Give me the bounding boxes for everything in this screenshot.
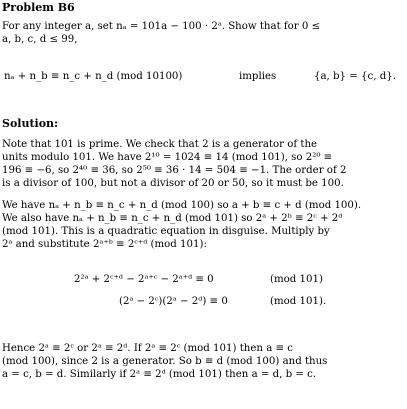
solution-text-line: is a divisor of 100, but not a divisor of 20 or 50, so it must be 100.: [2, 178, 344, 189]
problem-statement-line: For any integer a, set nₐ = 101a − 100 · 2ᵃ. Show that for 0 ≤: [2, 21, 321, 32]
solution-text-line: 196 ≡ −6, so 2⁴⁰ ≡ 36, so 2⁵⁰ ≡ 36 · 14 = 504 ≡ −1. The order of 2: [2, 165, 347, 176]
solution-text-line: Note that 101 is prime. We check that 2 is a generator of the: [2, 139, 318, 150]
solution-heading: Solution:: [2, 117, 59, 130]
solution-text-line: We have nₐ + n_b ≡ n_c + n_d (mod 100) so a + b ≡ c + d (mod 100).: [2, 200, 362, 211]
document-page: [2, 0, 405, 409]
problem-statement-line: a, b, c, d ≤ 99,: [2, 34, 78, 45]
aligned-equation-lhs: (2ᵃ − 2ᶜ)(2ᵃ − 2ᵈ) ≡ 0: [119, 296, 228, 307]
aligned-equation-mod: (mod 101): [270, 274, 323, 285]
solution-text-line: 2ᵃ and substitute 2ᵃ⁺ᵇ ≡ 2ᶜ⁺ᵈ (mod 101):: [2, 239, 207, 250]
aligned-equation-lhs: 2²ᵃ + 2ᶜ⁺ᵈ − 2ᵃ⁺ᶜ − 2ᵃ⁺ᵈ ≡ 0: [74, 274, 214, 285]
display-rhs: {a, b} = {c, d}.: [314, 71, 396, 82]
solution-text-line: (mod 100), since 2 is a generator. So b ≡ d (mod 100) and thus: [2, 356, 328, 367]
solution-text-line: a = c, b = d. Similarly if 2ᵃ ≡ 2ᵈ (mod 101) then a = d, b = c.: [2, 369, 317, 380]
solution-text-line: (mod 101). This is a quadratic equation in disguise. Multiply by: [2, 226, 330, 237]
aligned-equation-mod: (mod 101).: [270, 296, 327, 307]
display-implies: implies: [239, 71, 277, 82]
solution-text-line: We also have nₐ + n_b ≡ n_c + n_d (mod 101) so 2ᵃ + 2ᵇ ≡ 2ᶜ + 2ᵈ: [2, 213, 343, 224]
solution-text-line: units modulo 101. We have 2¹⁰ = 1024 ≡ 14 (mod 101), so 2²⁰ ≡: [2, 152, 333, 163]
display-lhs: nₐ + n_b ≡ n_c + n_d (mod 10100): [4, 71, 183, 82]
solution-text-line: Hence 2ᵃ ≡ 2ᶜ or 2ᵃ ≡ 2ᵈ. If 2ᵃ ≡ 2ᶜ (mod 101) then a ≡ c: [2, 343, 293, 354]
problem-heading: Problem B6: [2, 1, 75, 14]
